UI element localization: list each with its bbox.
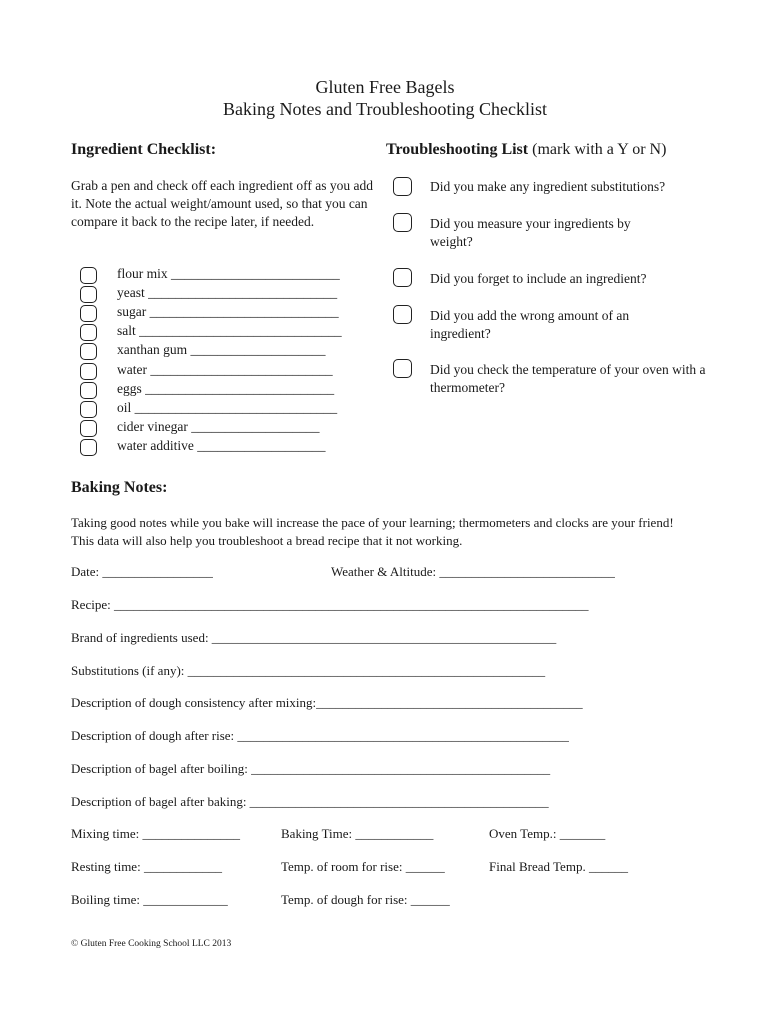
final-bread-temp-field[interactable]: Final Bread Temp. ______ (489, 859, 628, 874)
weather-altitude-field[interactable]: Weather & Altitude: ___________________________ (331, 564, 615, 579)
question-4: Did you add the wrong amount of an ingredient? (430, 308, 630, 341)
question-checkbox-1[interactable] (393, 177, 412, 196)
ingredient-item: water additive ___________________ (117, 437, 326, 453)
page-title: Gluten Free Bagels (315, 77, 455, 97)
baking-notes-heading: Baking Notes: (71, 479, 168, 496)
question-1: Did you make any ingredient substitutions? (430, 179, 666, 194)
baking-time-field[interactable]: Baking Time: ____________ (281, 826, 434, 841)
dough-temp-field[interactable]: Temp. of dough for rise: ______ (281, 892, 450, 907)
troubleshooting-heading-note: (mark with a Y or N) (528, 141, 667, 158)
ingredient-item: oil ______________________________ (117, 399, 338, 415)
room-temp-field[interactable]: Temp. of room for rise: ______ (281, 859, 445, 874)
ingredient-checkbox[interactable] (80, 267, 97, 284)
ingredient-checkbox[interactable] (80, 401, 97, 418)
ingredient-intro: Grab a pen and check off each ingredient off as you add it. Note the actual weight/amount used, so that you can compare it back to the recipe later, if needed. (71, 178, 374, 229)
question-checkbox-4[interactable] (393, 305, 412, 324)
ingredient-item: flour mix _________________________ (117, 266, 340, 281)
ingredient-checkbox[interactable] (80, 439, 97, 456)
question-3: Did you forget to include an ingredient? (430, 271, 647, 286)
ingredient-checklist-heading: Ingredient Checklist: (71, 141, 217, 158)
mixing-time-field[interactable]: Mixing time: _______________ (71, 826, 240, 841)
ingredient-checkbox[interactable] (80, 324, 97, 341)
brand-field[interactable]: Brand of ingredients used: _____________________________________________________ (71, 630, 557, 645)
ingredient-item: cider vinegar ___________________ (117, 418, 320, 434)
dough-after-rise-field[interactable]: Description of dough after rise: ___________________________________________________ (71, 728, 569, 743)
troubleshooting-heading (386, 141, 666, 159)
ingredient-item: water ___________________________ (117, 361, 333, 377)
ingredient-checkbox[interactable] (80, 286, 97, 303)
question-5: Did you check the temperature of your oven with a thermometer? (430, 362, 706, 395)
baking-notes-intro: Taking good notes while you bake will increase the pace of your learning; thermometers and clocks are your friend! This data will also help you troubleshoot a bread recipe that it not working. (71, 515, 674, 548)
bagel-after-boiling-field[interactable]: Description of bagel after boiling: ______________________________________________ (71, 761, 551, 776)
ingredient-item: salt ______________________________ (117, 323, 342, 339)
ingredient-item: sugar ____________________________ (117, 304, 339, 320)
substitutions-field[interactable]: Substitutions (if any): _______________________________________________________ (71, 663, 546, 678)
troubleshooting-heading-text: Troubleshooting List (386, 141, 529, 158)
ingredient-checkbox[interactable] (80, 382, 97, 399)
dough-consistency-field[interactable]: Description of dough consistency after mixing:_________________________________________ (71, 695, 583, 710)
ingredient-checkbox[interactable] (80, 305, 97, 322)
ingredient-checkbox[interactable] (80, 420, 97, 437)
copyright-footer: © Gluten Free Cooking School LLC 2013 (71, 939, 232, 949)
ingredient-item: xanthan gum ____________________ (117, 342, 326, 358)
question-checkbox-3[interactable] (393, 268, 412, 287)
page-subtitle: Baking Notes and Troubleshooting Checklist (223, 99, 547, 119)
ingredient-checkbox[interactable] (80, 343, 97, 360)
ingredient-item: yeast ____________________________ (117, 285, 338, 301)
question-checkbox-2[interactable] (393, 213, 412, 232)
recipe-field[interactable]: Recipe: _________________________________________________________________________ (71, 597, 589, 612)
resting-time-field[interactable]: Resting time: ____________ (71, 859, 222, 874)
question-2: Did you measure your ingredients by weight? (430, 216, 631, 249)
oven-temp-field[interactable]: Oven Temp.: _______ (489, 826, 606, 841)
bagel-after-baking-field[interactable]: Description of bagel after baking: ______________________________________________ (71, 794, 549, 809)
boiling-time-field[interactable]: Boiling time: _____________ (71, 892, 228, 907)
question-checkbox-5[interactable] (393, 359, 412, 378)
date-field[interactable]: Date: _________________ (71, 564, 213, 579)
ingredient-item: eggs ____________________________ (117, 380, 335, 396)
ingredient-checkbox[interactable] (80, 363, 97, 380)
